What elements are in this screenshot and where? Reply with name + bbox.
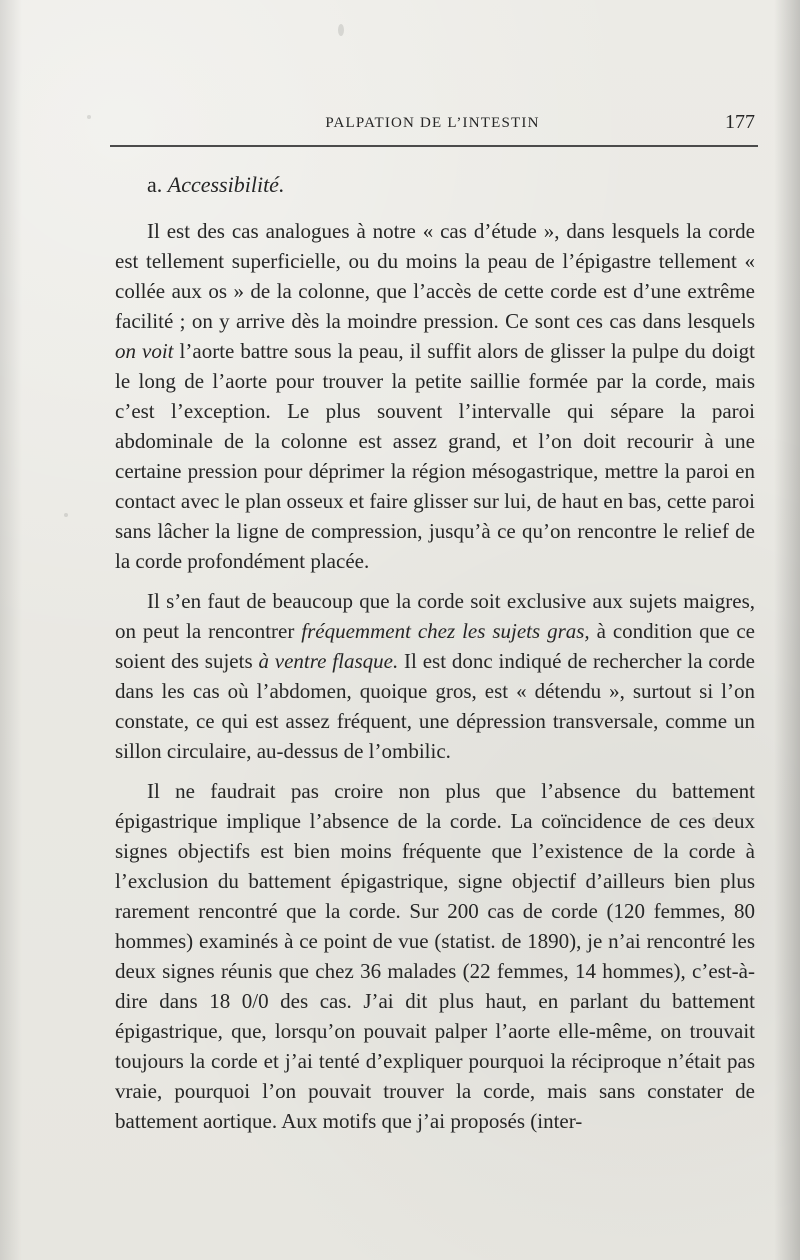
- paragraph-1: [115, 216, 755, 576]
- italic-text-segment: à ventre flasque.: [258, 649, 399, 673]
- page-body: [115, 170, 755, 1136]
- page-header: [110, 111, 755, 139]
- left-page-shadow: [0, 0, 22, 1260]
- section-heading: [147, 170, 755, 200]
- italic-text-segment: fréquemment chez les sujets gras,: [301, 619, 590, 643]
- paper-speck: [87, 115, 91, 119]
- text-segment: Il ne faudrait pas croire non plus que l’absence du battement épigastrique implique l’absence de la corde. La coïncidence de ces deux signes objectifs est bien moins fréquente que l’existence de la corde à l’exclusion du battement épigastrique, signe objectif d’ailleurs bien plus rarement rencontré que la corde. Sur 200 cas de corde (120 femmes, 80 hommes) examinés à ce point de vue (statist. de 1890), je n’ai rencontré les deux signes réunis que chez 36 malades (22 femmes, 14 hommes), c’est-à-dire dans 18 0/0 des cas. J’ai dit plus haut, en parlant du battement épigastrique, que, lorsqu’on pouvait palper l’aorte elle-même, on trouvait toujours la corde et j’ai tenté d’expliquer pourquoi la réciproque n’était pas vraie, pourquoi l’on pouvait trouver la corde, mais sans constater de battement aortique. Aux motifs que j’ai proposés (inter-: [115, 779, 755, 1133]
- paper-speck: [338, 24, 344, 36]
- text-segment: à condition que ce soient des sujets: [115, 619, 755, 673]
- header-rule: [110, 145, 758, 147]
- right-page-shadow: [774, 0, 800, 1260]
- paragraph-2: [115, 586, 755, 766]
- section-label: a.: [147, 172, 163, 197]
- running-head: PALPATION DE L’INTESTIN: [325, 115, 540, 131]
- page-number: 177: [725, 111, 755, 133]
- paper-speck: [64, 513, 68, 517]
- text-segment: Il est des cas analogues à notre « cas d’étude », dans lesquels la corde est tellement superficielle, ou du moins la peau de l’épigastre tellement « collée aux os » de la colonne, que l’accès de cette corde est d’une extrême facilité ; on y arrive dès la moindre pression. Ce sont ces cas dans lesquels: [115, 219, 755, 333]
- italic-text-segment: on voit: [115, 339, 174, 363]
- text-segment: Il s’en faut de beaucoup que la corde soit exclusive aux sujets maigres, on peut la rencontrer: [115, 589, 755, 643]
- paragraph-3: [115, 776, 755, 1136]
- text-segment: l’aorte battre sous la peau, il suffit alors de glisser la pulpe du doigt le long de l’aorte pour trouver la petite saillie formée par la corde, mais c’est l’exception. Le plus souvent l’intervalle qui sépare la paroi abdominale de la colonne est assez grand, et l’on doit recourir à une certaine pression pour déprimer la région mésogastrique, mettre la paroi en contact avec le plan osseux et faire glisser sur lui, de haut en bas, cette paroi sans lâcher la ligne de compression, jusqu’à ce qu’on rencontre le relief de la corde profondément placée.: [115, 339, 755, 573]
- section-title: Accessibilité.: [167, 172, 285, 197]
- text-segment: Il est donc indiqué de rechercher la corde dans les cas où l’abdomen, quoique gros, est « détendu », surtout si l’on constate, ce qui est assez fréquent, une dépression transversale, comme un sillon circulaire, au-dessus de l’ombilic.: [115, 649, 755, 763]
